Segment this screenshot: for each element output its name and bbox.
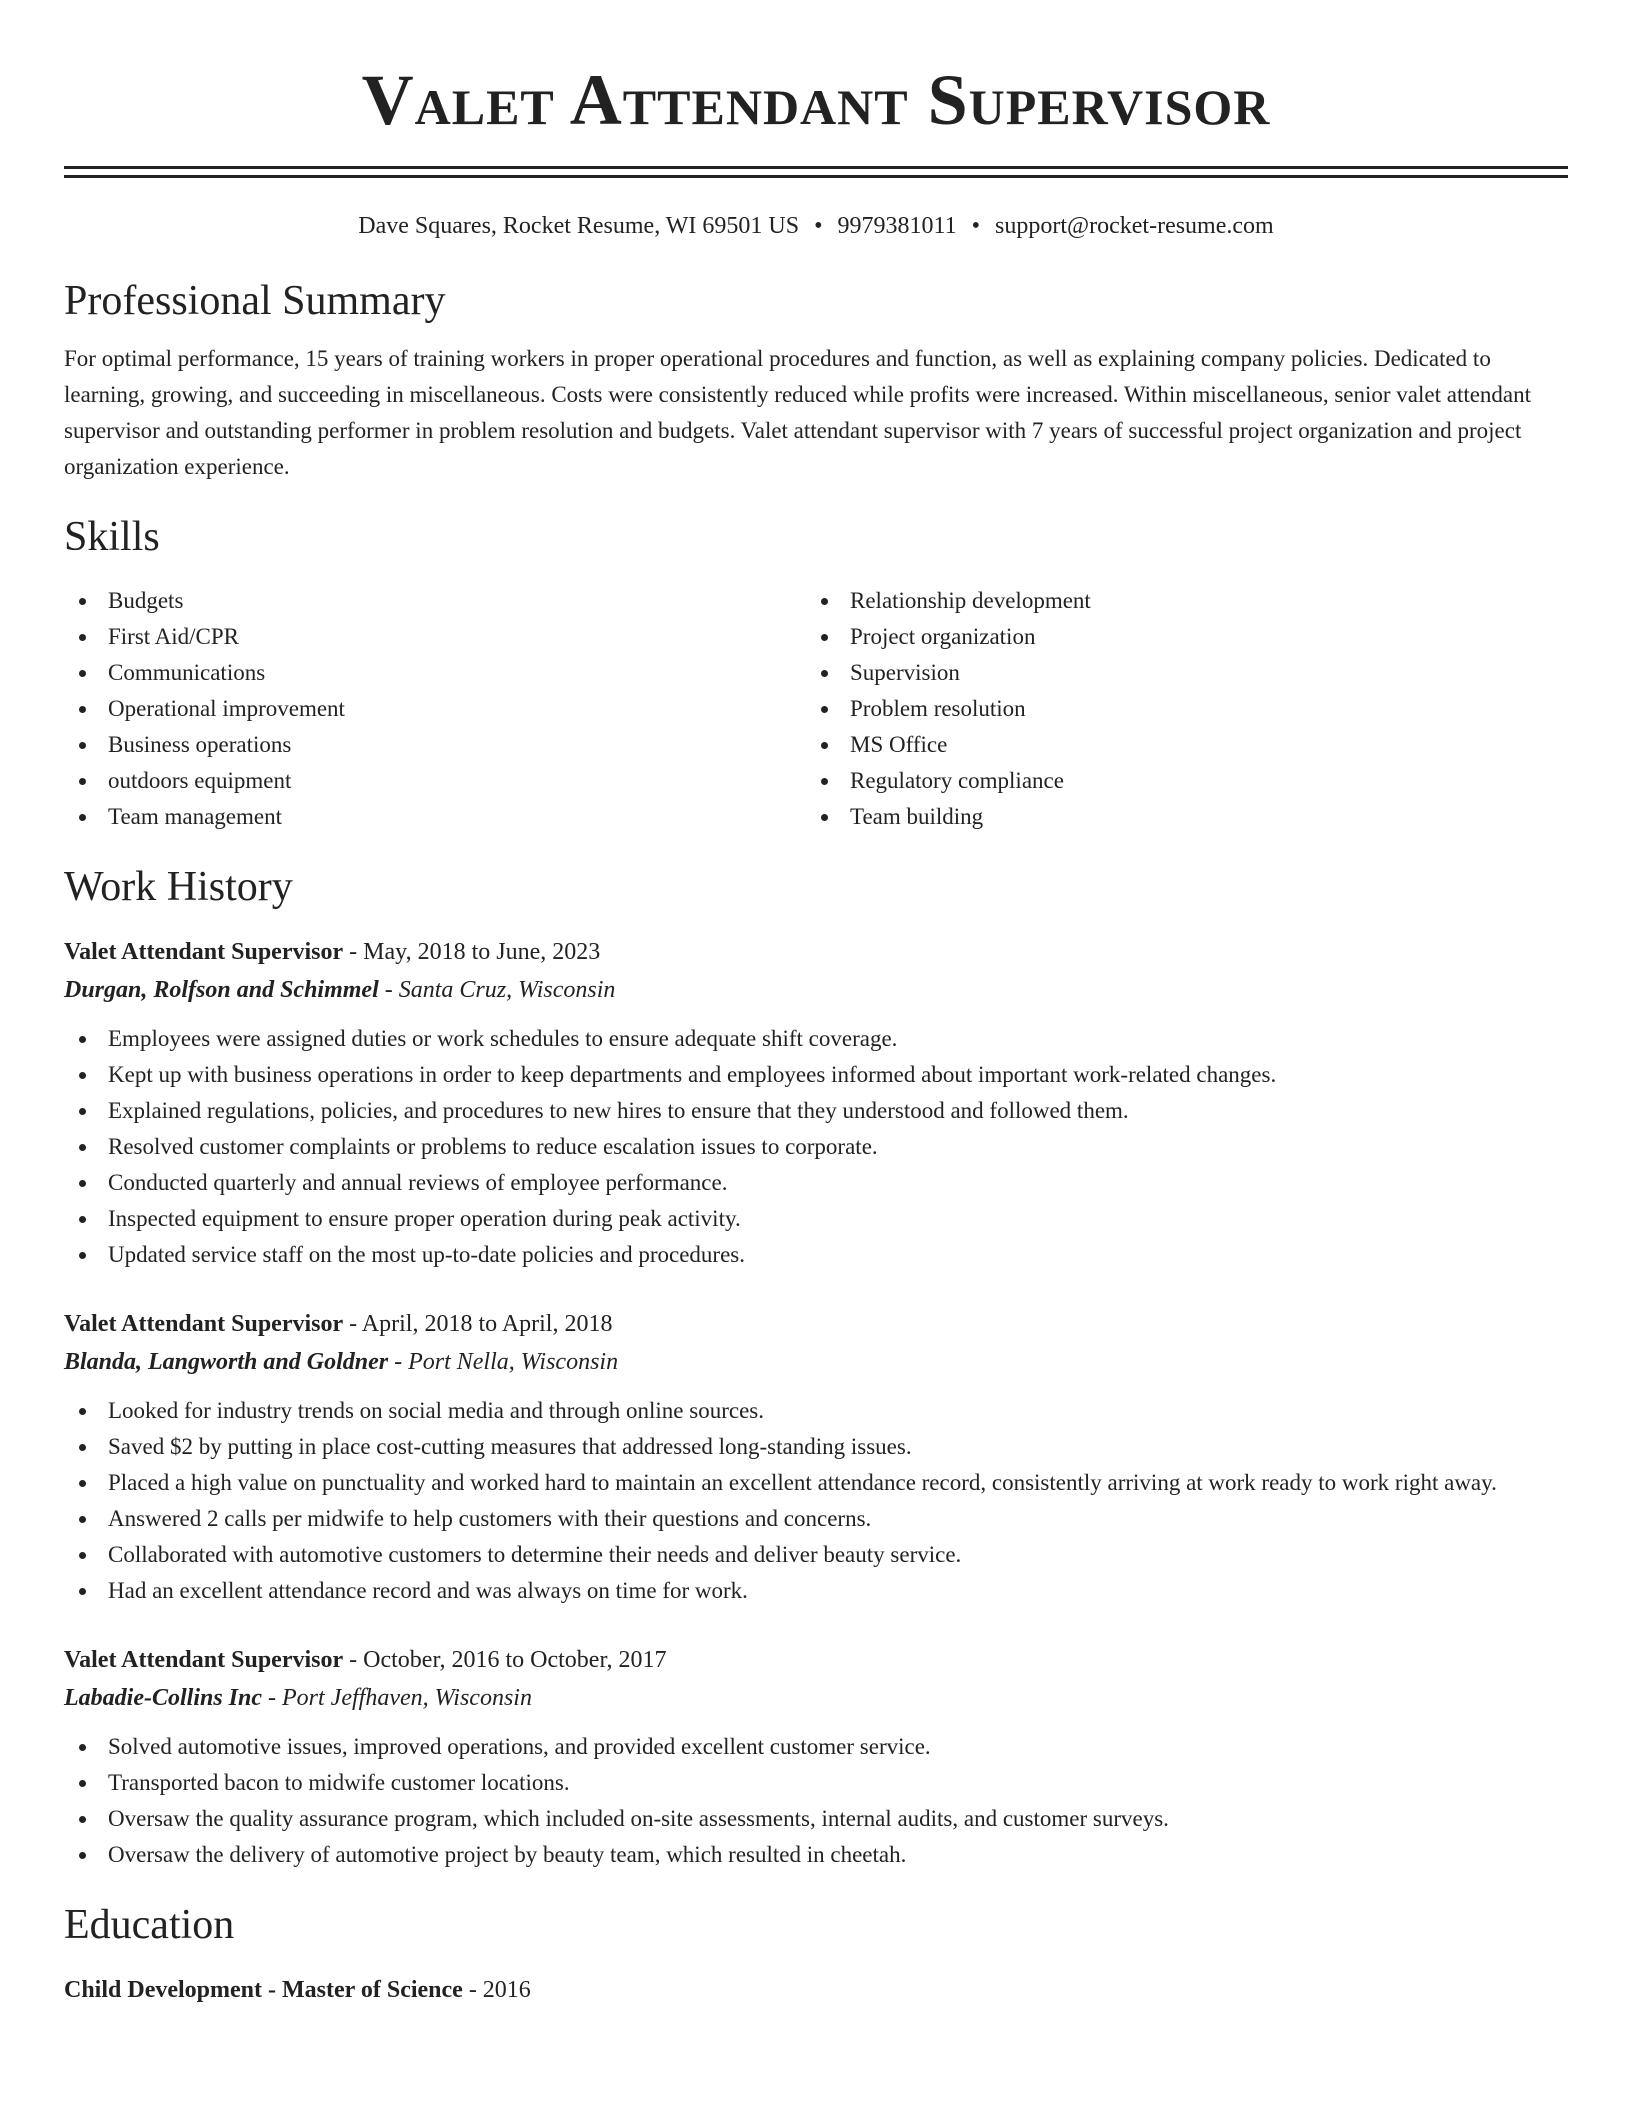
job-dates: - April, 2018 to April, 2018 (343, 1311, 613, 1337)
job-employer (64, 1679, 1568, 1717)
job-duty: Transported bacon to midwife customer locations. (64, 1765, 1568, 1801)
job-duty: Oversaw the quality assurance program, which included on-site assessments, internal audits, and customer surveys. (64, 1801, 1568, 1837)
skills-column-left (64, 583, 806, 835)
skill-item: outdoors equipment (64, 763, 806, 799)
job-duties (64, 1393, 1568, 1609)
job-title: Valet Attendant Supervisor (64, 939, 344, 965)
work-history-heading: Work History (64, 864, 293, 910)
contact-address: Dave Squares, Rocket Resume, WI 69501 US (358, 213, 800, 239)
job-entry (64, 1641, 1568, 1873)
job-duty: Solved automotive issues, improved operations, and provided excellent customer service. (64, 1729, 1568, 1765)
contact-phone: 9979381011 (837, 213, 957, 239)
job-duty: Resolved customer complaints or problems to reduce escalation issues to corporate. (64, 1129, 1568, 1165)
header-rule-top (64, 166, 1568, 169)
job-header (64, 1305, 1568, 1343)
job-location: - Port Nella, Wisconsin (388, 1349, 619, 1375)
summary-section (64, 275, 1568, 485)
job-duties (64, 1021, 1568, 1273)
job-dates: - May, 2018 to June, 2023 (343, 939, 601, 965)
job-company: Blanda, Langworth and Goldner (64, 1349, 389, 1375)
job-duties (64, 1729, 1568, 1873)
skill-item: Operational improvement (64, 691, 806, 727)
skill-item: Problem resolution (806, 691, 1548, 727)
skill-item: MS Office (806, 727, 1548, 763)
job-title: Valet Attendant Supervisor (64, 1311, 344, 1337)
skill-item: Regulatory compliance (806, 763, 1548, 799)
contact-separator: • (971, 213, 981, 239)
job-duty: Explained regulations, policies, and procedures to new hires to ensure that they understood and followed them. (64, 1093, 1568, 1129)
skills-column-right (806, 583, 1548, 835)
education-section (64, 1899, 1568, 2009)
skills-list-left (64, 583, 806, 835)
skills-heading: Skills (64, 514, 160, 560)
header-rule-bottom (64, 175, 1568, 178)
job-entry (64, 1305, 1568, 1609)
job-duty: Updated service staff on the most up-to-date policies and procedures. (64, 1237, 1568, 1273)
skill-item: Business operations (64, 727, 806, 763)
work-history-section (64, 861, 1568, 1873)
job-duty: Saved $2 by putting in place cost-cutting measures that addressed long-standing issues. (64, 1429, 1568, 1465)
skills-list-right (806, 583, 1548, 835)
job-employer (64, 1343, 1568, 1381)
job-duty: Kept up with business operations in order to keep departments and employees informed about important work-related changes. (64, 1057, 1568, 1093)
job-duty: Placed a high value on punctuality and worked hard to maintain an excellent attendance record, consistently arriving at work ready to work right away. (64, 1465, 1568, 1501)
job-duty: Inspected equipment to ensure proper operation during peak activity. (64, 1201, 1568, 1237)
job-company: Labadie-Collins Inc (64, 1685, 263, 1711)
job-title: Valet Attendant Supervisor (64, 1647, 344, 1673)
skill-item: Team management (64, 799, 806, 835)
education-entry (64, 1971, 1568, 2009)
contact-separator: • (814, 213, 823, 239)
education-heading: Education (64, 1902, 235, 1948)
skill-item: First Aid/CPR (64, 619, 806, 655)
job-location: - Santa Cruz, Wisconsin (378, 977, 616, 1003)
job-employer (64, 971, 1568, 1009)
job-duty: Had an excellent attendance record and was always on time for work. (64, 1573, 1568, 1609)
job-duty: Conducted quarterly and annual reviews of employee performance. (64, 1165, 1568, 1201)
skills-section (64, 511, 1568, 835)
job-duty: Employees were assigned duties or work schedules to ensure adequate shift coverage. (64, 1021, 1568, 1057)
skill-item: Budgets (64, 583, 806, 619)
job-dates: - October, 2016 to October, 2017 (343, 1647, 667, 1673)
skill-item: Relationship development (806, 583, 1548, 619)
job-duty: Looked for industry trends on social media and through online sources. (64, 1393, 1568, 1429)
contact-line (64, 209, 1568, 243)
job-company: Durgan, Rolfson and Schimmel (64, 977, 379, 1003)
summary-heading: Professional Summary (64, 278, 446, 324)
education-degree: Child Development - Master of Science (64, 1977, 463, 2003)
resume-name: Valet Attendant Supervisor (361, 60, 1271, 140)
skill-item: Project organization (806, 619, 1548, 655)
job-duty: Oversaw the delivery of automotive project by beauty team, which resulted in cheetah. (64, 1837, 1568, 1873)
education-year: - 2016 (462, 1977, 531, 2003)
summary-text: For optimal performance, 15 years of training workers in proper operational procedures and function, as well as explaining company policies. Dedicated to learning, growing, and succeeding in miscellaneous. Costs were consistently reduced while profits were increased. Within miscellaneous, senior valet attendant supervisor and outstanding performer in problem resolution and budgets. Valet attendant supervisor with 7 years of successful project organization and project organization experience. (64, 346, 1532, 479)
job-duty: Answered 2 calls per midwife to help customers with their questions and concerns. (64, 1501, 1568, 1537)
contact-email: support@rocket-resume.com (995, 213, 1274, 239)
skill-item: Supervision (806, 655, 1548, 691)
job-entry (64, 933, 1568, 1273)
job-header (64, 933, 1568, 971)
job-header (64, 1641, 1568, 1679)
job-location: - Port Jeffhaven, Wisconsin (262, 1685, 532, 1711)
skill-item: Communications (64, 655, 806, 691)
skill-item: Team building (806, 799, 1548, 835)
skills-columns (64, 583, 1568, 835)
job-duty: Collaborated with automotive customers to determine their needs and deliver beauty service. (64, 1537, 1568, 1573)
